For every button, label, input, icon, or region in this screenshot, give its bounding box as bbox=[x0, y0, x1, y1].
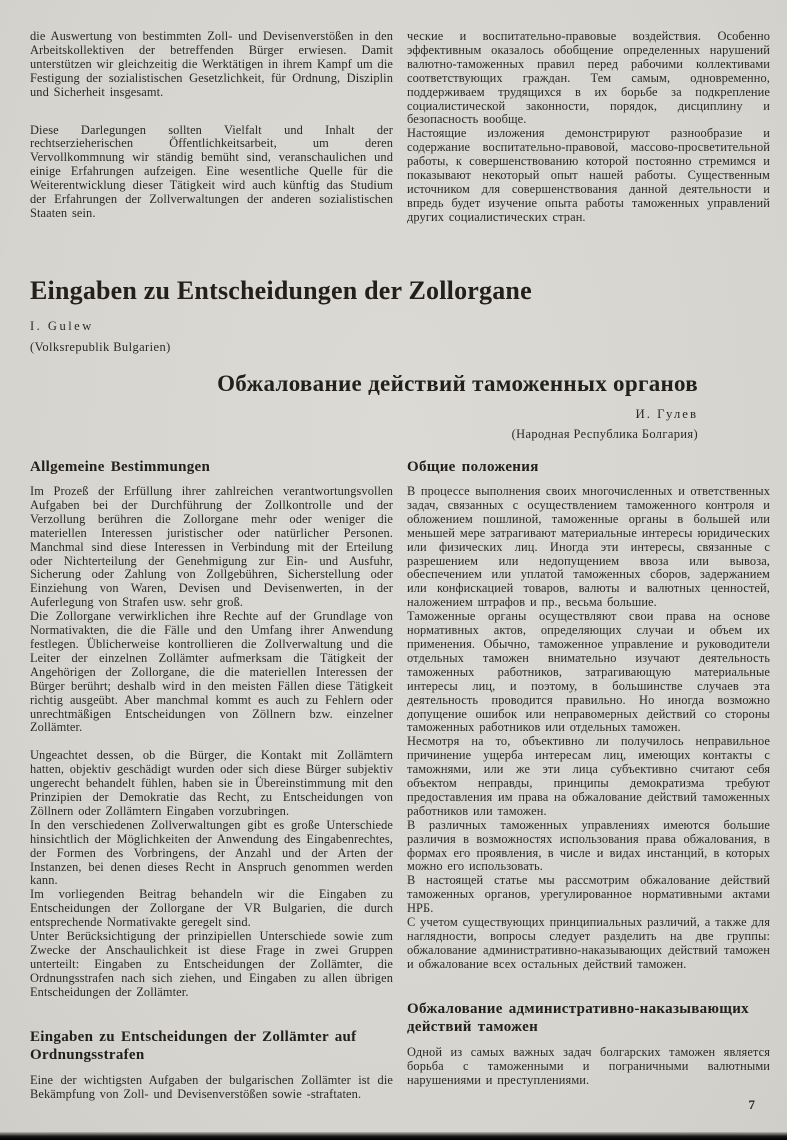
paragraph: Die Zollorgane verwirklichen ihre Rechte auf der Grundlage von Normativakten, die die Fälle und den Umfang ihrer Anwendung festlegen. Üblicherweise kontrollieren die Zollverwaltung und die Leiter der einzelnen Zollämter aufmerksam die Tätigkeit der Angehörigen der Zollorgane, die die materiellen Interessen der Bürger berührt; deshalb wird in den meisten Fällen diese Tätigkeit richtig ausgeübt. Aber manchmal kommt es auch zu Fehlern oder unrechtmäßigen Entscheidungen von Zöllnern bzw. einzelner Zollämter. bbox=[30, 609, 393, 735]
paragraph: Eine der wichtigsten Aufgaben der bulgarischen Zollämter ist die Bekämpfung von Zoll- und Devisenverstößen sowie -straftaten. bbox=[30, 1072, 393, 1101]
paragraph: In den verschiedenen Zollverwaltungen gibt es große Unterschiede hinsichtlich der Möglichkeiten der Anwendung des Eingabenrechtes, der Formen des Vorbringens, der Anzahl und der Arten der Instanzen, bei denen dieses Recht in Anspruch genommen werden kann. bbox=[30, 817, 393, 888]
paragraph: ческие и воспитательно-правовые воздействия. Особенно эффективным оказалось обобщение определенных нарушений валютно-таможенных правил перед рабочими коллективами соответствующих граждан. Тем самым, одновременно, поддерживаем трудящихся в их борьбе за подкрепление социалистической законности, порядок, дисциплину и безопасность вообще. bbox=[407, 29, 770, 127]
paragraph: В настоящей статье мы рассмотрим обжалование действий таможенных органов, урегулированное нормативными актами НРБ. bbox=[407, 873, 770, 916]
paragraph: Diese Darlegungen sollten Vielfalt und Inhalt der rechtserzieherischen Öffentlichkeitsarbeit, um deren Vervollkommnung wir ständig bemüht sind, veranschaulichen und einige Erfahrungen aufzeigen. Eine wesentliche Quelle für die Weiterentwicklung dieser Tätigkeit wird auch künftig das Studium der Erfahrungen der Zollverwaltungen der anderen sozialistischen Staaten sein. bbox=[30, 122, 393, 220]
affiliation-german: (Volksrepublik Bulgarien) bbox=[30, 340, 171, 354]
scan-edge-shadow bbox=[0, 1132, 787, 1140]
paragraph: Настоящие изложения демонстрируют разнообразие и содержание воспитательно-правовой, массово-просветительной работы, к совершенствованию которой постоянно стремимся и показывают некоторый опыт нашей работы. Существенным источником для совершенствования данной деятельности и впредь будет изучение опыта работы таможенных управлений других социалистических стран. bbox=[407, 126, 770, 224]
article-header bbox=[30, 276, 770, 442]
paragraph: Unter Berücksichtigung der prinzipiellen Unterschiede sowie zum Zwecke der Anschaulichkeit ist diese Frage in zwei Gruppen unterteilt: Eingaben zu Entscheidungen der Zollämter, die Ordnungsstrafen nach sich ziehen, und Eingaben zu allen übrigen Entscheidungen der Zollämter. bbox=[30, 929, 393, 999]
author-russian: И. Гулев bbox=[635, 407, 698, 421]
article-body bbox=[30, 458, 770, 1101]
right-column-russian bbox=[407, 458, 770, 1101]
top-continuation-section bbox=[30, 30, 770, 225]
paragraph: Несмотря на то, объективно ли получилось неправильное причинение ущерба интересам лиц, имеющих контакты с таможнями, или же эти лица субъективно считают себя объектом неправды, принципы демократизма требуют предоставления им права на обжалование действий таможенных работников или таможен. bbox=[407, 734, 770, 818]
paragraph: Одной из самых важных задач болгарских таможен является борьба с таможенными и пограничными валютными нарушениями и преступлениями. bbox=[407, 1044, 770, 1087]
paragraph: В различных таможенных управлениях имеются большие различия в возможностях использования права обжалования, в формах его проявления, в числе и видах инстанций, в которых можно его использовать. bbox=[407, 817, 770, 874]
paragraph: die Auswertung von bestimmten Zoll- und Devisenverstößen in den Arbeitskollektiven der betreffenden Bürger erwiesen. Damit unterstützen wir gleichzeitig die Werktätigen in ihrem Kampf um die Festigung der sozialistischen Gesetzlichkeit, für Ordnung, Disziplin und Sicherheit insgesamt. bbox=[30, 29, 393, 99]
paragraph: Таможенные органы осуществляют свои права на основе нормативных актов, определяющих случаи и объем их применения. Обычно, таможенное управление и руководители отдельных таможен внимательно изучают деятельность таможенных работников, затрагивающую материальные интересы лиц, и поэтому, в большинстве случаев эта деятельность проводится правильно. Но иногда возможно допущение ошибок или неправомерных действий со стороны таможенных работников или отдельных таможен. bbox=[407, 609, 770, 735]
affiliation-russian: (Народная Республика Болгария) bbox=[511, 427, 698, 441]
paragraph: Im Prozeß der Erfüllung ihrer zahlreichen verantwortungsvollen Aufgaben bei der Durchführung der Zollkontrolle und der Verzollung berühren die Zollorgane mehr oder weniger die materiellen Interessen juristischer oder natürlicher Personen. Manchmal sind diese Interessen in Verbindung mit der Erteilung oder Nichterteilung der Genehmigung zur Ein- und Ausfuhr, Sicherung oder Zahlung von Zollgebühren, Sicherstellung oder Einziehung von Waren, Devisen und Devisenwerten, in der Auferlegung von Strafen usw. sehr groß. bbox=[30, 484, 393, 610]
section-heading-russian: Общие положения bbox=[407, 459, 539, 475]
section-heading-german-2: Eingaben zu Entscheidungen der Zollämter auf Ordnungsstrafen bbox=[30, 1028, 357, 1063]
paragraph: В процессе выполнения своих многочисленных и ответственных задач, связанных с осуществлением таможенного контроля и обложением пошлиной, таможенные органы в большей или меньшей мере затрагивают материальные интересы юридических или физических лиц. Иногда эти интересы, связанные с разрешением или недопущением ввоза или вывоза, обеспечением или уплатой таможенных сборов, задержанием или конфискацией товаров, валюты и валютных ценностей, наложением штрафов и пр., весьма большие. bbox=[407, 484, 770, 610]
page-number: 7 bbox=[748, 1097, 755, 1112]
left-column-german bbox=[30, 458, 393, 1101]
top-left-column-german bbox=[30, 30, 393, 225]
paragraph: Im vorliegenden Beitrag behandeln wir die Eingaben zu Entscheidungen der Zollorgane der VR Bulgarien, die durch entsprechende Normativakte geregelt sind. bbox=[30, 887, 393, 930]
paragraph: С учетом существующих принципиальных различий, а также для наглядности, вопросы следует разделить на две группы: обжалование административно-наказывающих действий таможен и обжалование всех остальных действий таможен. bbox=[407, 915, 770, 971]
author-german: I. Gulew bbox=[30, 319, 94, 333]
top-right-column-russian bbox=[407, 30, 770, 225]
section-heading-german: Allgemeine Bestimmungen bbox=[30, 459, 211, 475]
russian-title-block bbox=[30, 371, 770, 442]
article-title-russian: Обжалование действий таможенных органов bbox=[217, 371, 698, 396]
section-heading-russian-2: Обжалование административно-наказывающих действий таможен bbox=[407, 1000, 749, 1035]
article-title-german: Eingaben zu Entscheidungen der Zollorgane bbox=[30, 276, 532, 305]
paragraph: Ungeachtet dessen, ob die Bürger, die Kontakt mit Zollämtern hatten, objektiv geschädigt wurden oder sich diese Bürger subjektiv ungerecht behandelt fühlen, haben sie in Übereinstimmung mit den Prinzipien der Demokratie das Recht, zu Entscheidungen von Zöllnern oder Zollämtern Eingaben vorzubringen. bbox=[30, 748, 393, 818]
